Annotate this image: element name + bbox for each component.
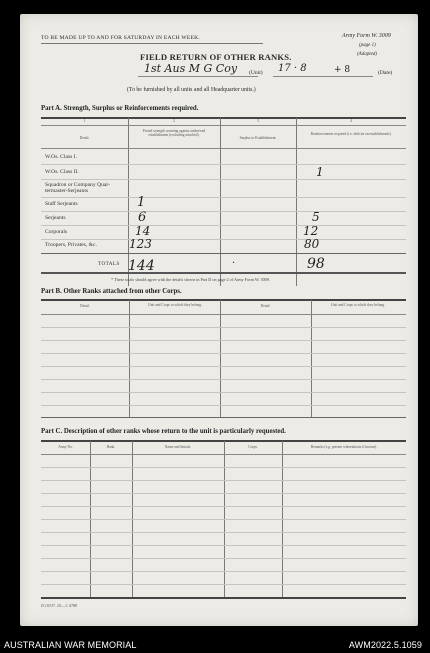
row-label-wo-class-2: W.Os. Class II.: [45, 169, 79, 175]
posted-troopers: 123: [129, 237, 152, 251]
form-subtitle: (To be furnished by all units and all Headquarter units.): [127, 87, 256, 93]
row-label-cqms-line1: Squadron or Company Quar-: [45, 182, 110, 188]
archive-footer: [0, 639, 430, 653]
archive-id: AWM2022.5.1059: [348, 640, 422, 650]
reinf-corporals: 12: [303, 224, 319, 238]
unit-label: (Unit): [249, 70, 263, 76]
part-b-heading: Part B. Other Ranks attached from other Corps.: [41, 288, 182, 295]
archive-name: AUSTRALIAN WAR MEMORIAL: [4, 640, 137, 650]
part-c-col-corps: Corps.: [248, 445, 258, 449]
part-a-heading: Part A. Strength, Surplus or Reinforcements required.: [41, 105, 199, 112]
part-a-col-number-4: 4: [350, 119, 352, 123]
part-b-col-detail-1: Detail.: [80, 304, 90, 308]
weekly-note: TO BE MADE UP TO AND FOR SATURDAY IN EACH WEEK.: [41, 35, 200, 41]
part-a-col-number-3: 3: [257, 119, 259, 123]
row-label-wo-class-1: W.Os. Class I.: [45, 154, 77, 160]
row-label-serjeants: Serjeants: [45, 215, 66, 221]
part-a-col-posted: Posted strength counting against authorised establishment (excluding attached).: [142, 129, 206, 137]
part-b-col-unit-1: Unit and Corps to which they belong.: [148, 303, 202, 307]
unit-handwritten: 1st Aus M G Coy: [144, 62, 238, 75]
row-label-corporals: Corporals: [45, 229, 68, 235]
totals-reinf: 98: [307, 256, 325, 272]
part-c-col-rank: Rank.: [106, 445, 116, 449]
date-label: (Date): [378, 70, 393, 76]
part-a-col-reinforcements: Reinforcements required (i.e. deficits on establishment).: [310, 132, 392, 136]
part-b-col-detail-2: Detail.: [260, 304, 271, 308]
form-page: [20, 14, 418, 626]
print-reference: D.10337. 20.—C.4788: [41, 603, 78, 608]
part-c-col-name: Name and Initials.: [164, 445, 192, 449]
posted-serjeants: 6: [138, 210, 147, 225]
part-a-col-detail: Detail.: [79, 136, 90, 140]
totals-posted: 144: [128, 258, 155, 274]
part-c-heading: Part C. Description of other ranks whose return to the unit is particularly requested.: [41, 428, 286, 435]
form-adapted: (Adapted): [357, 52, 377, 57]
reinf-troopers: 80: [304, 237, 320, 251]
form-id: Army Form W. 3009: [342, 33, 391, 39]
weekly-note-underline: [41, 43, 263, 44]
reinf-wo-class-2: 1: [316, 165, 324, 179]
date-line: [273, 76, 373, 77]
reinf-serjeants: 5: [312, 210, 320, 224]
totals-surplus: ·: [232, 258, 236, 269]
part-c-col-army-no: Army No.: [58, 445, 73, 449]
form-page-number: (page 1): [359, 43, 376, 48]
date-extra-handwritten: + 8: [334, 65, 351, 75]
part-a-col-number-2: 2: [173, 119, 175, 123]
posted-staff-serjeants: 1: [137, 195, 146, 210]
row-label-cqms-line2: termaster-Serjeants: [45, 188, 89, 194]
part-a-col-number-1: 1: [83, 119, 86, 123]
part-c-col-remarks: Remarks (e.g. present whereabouts if known).: [310, 445, 378, 449]
part-a-col-surplus: Surplus to Establishment.: [239, 136, 277, 140]
date-handwritten: 17 · 8: [278, 63, 307, 74]
unit-line: [138, 76, 258, 77]
row-label-staff-serjeants: Staff Serjeants: [45, 201, 78, 207]
posted-corporals: 14: [135, 224, 151, 238]
part-b-col-unit-2: Unit and Corps to which they belong.: [331, 303, 385, 307]
row-label-troopers: Troopers, Privates, &c.: [45, 242, 97, 248]
totals-label: TOTALS: [98, 261, 120, 267]
form-title: FIELD RETURN OF OTHER RANKS.: [140, 52, 292, 62]
totals-footnote: * These totals should agree with the details shown in Part D on page 2 of Army Form W. 3009.: [111, 277, 270, 282]
